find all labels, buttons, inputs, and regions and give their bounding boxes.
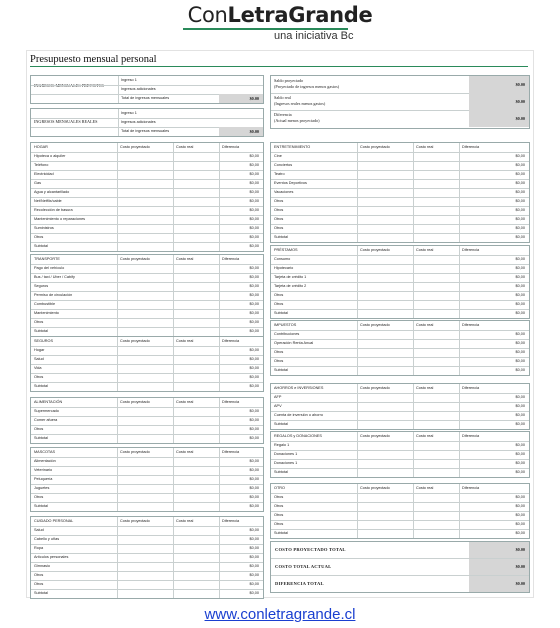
total-value: $0.00 [469,576,529,592]
section-title: HOGAR [34,145,48,149]
column-header-projected: Costo proyectado [360,323,390,327]
expense-item-difference: $0,00 [515,443,525,447]
income-projected-label: INGRESOS MENSUALES PREVISTOS [34,83,104,88]
expense-item-difference: $0,00 [249,409,259,413]
expense-item-difference: $0,00 [249,537,259,541]
column-header-projected: Costo proyectado [360,248,390,252]
expense-item-label: Teléfono [34,163,49,167]
section-title: CUIDADO PERSONAL [34,519,74,523]
brand-logo [0,3,560,42]
expense-item-difference: $0,00 [515,495,525,499]
expense-item-label: Otros [274,504,284,508]
expense-item-label: Contribuciones [274,332,300,336]
expense-item-difference: $0,00 [249,555,259,559]
expense-item-label: Otros [34,582,44,586]
expense-item-label: Tarjeta de crédito 1 [274,275,307,279]
balance-value: $0.00 [469,76,529,93]
column-header-difference: Diferencia [222,339,240,343]
expense-item-difference: $0,00 [249,436,259,440]
expense-item-label: Otros [34,375,44,379]
expense-item-label: Teatro [274,172,285,176]
expense-item-difference: $0,00 [515,181,525,185]
expense-item-difference: $0,00 [249,190,259,194]
expense-item-difference: $0,00 [249,468,259,472]
total-value: $0.00 [469,559,529,575]
expense-item-label: Subtotal [34,591,48,595]
expense-item-difference: $0,00 [515,404,525,408]
expense-item-label: Otros [34,495,44,499]
expense-item-label: Subtotal [34,244,48,248]
expense-item-difference: $0,00 [515,368,525,372]
expense-item-difference: $0,00 [515,293,525,297]
expense-item-label: Vacaciones [274,190,294,194]
expense-item-difference: $0,00 [249,357,259,361]
expense-item-label: Otros [274,513,284,517]
column-header-difference: Diferencia [222,519,240,523]
column-header-projected: Costo proyectado [120,519,150,523]
footer-link[interactable]: www.conletragrande.cl [204,606,356,623]
expense-item-difference: $0,00 [515,208,525,212]
expense-item-label: Subtotal [274,368,288,372]
expense-item-difference: $0,00 [249,418,259,422]
expense-item-label: Otros [34,427,44,431]
expense-item-difference: $0,00 [515,226,525,230]
expense-item-label: Pago del vehículo [34,266,65,270]
right-section-0 [270,142,530,243]
column-header-actual: Costo real [416,386,434,390]
expense-item-label: APV [274,404,282,408]
expense-item-label: Subtotal [274,311,288,315]
expense-item-label: Otros [274,217,284,221]
balance-label: Saldo proyectado [274,78,304,83]
expense-item-label: Otros [34,235,44,239]
expense-item-label: Otros [274,522,284,526]
expense-item-difference: $0,00 [249,244,259,248]
expense-item-difference: $0,00 [515,257,525,261]
expense-item-difference: $0,00 [249,311,259,315]
expense-item-difference: $0,00 [515,452,525,456]
expense-item-label: Hipotecario [274,266,294,270]
expense-item-difference: $0,00 [249,573,259,577]
expense-item-difference: $0,00 [515,531,525,535]
expense-item-difference: $0,00 [249,154,259,158]
expense-item-difference: $0,00 [515,172,525,176]
expense-item-label: Eventos Deportivos [274,181,307,185]
column-header-difference: Diferencia [222,257,240,261]
expense-item-difference: $0,00 [249,504,259,508]
expense-item-difference: $0,00 [515,199,525,203]
expense-item-difference: $0,00 [515,190,525,194]
expense-item-label: Conciertos [274,163,293,167]
expense-item-difference: $0,00 [515,341,525,345]
expense-item-difference: $0,00 [249,564,259,568]
expense-item-label: Otros [34,573,44,577]
left-section-3 [30,397,264,444]
expense-item-difference: $0,00 [249,582,259,586]
expense-item-difference: $0,00 [249,172,259,176]
income-projected-row: Ingreso 1 [121,78,137,82]
expense-item-difference: $0,00 [249,199,259,203]
expense-item-difference: $0,00 [249,275,259,279]
expense-item-difference: $0,00 [249,217,259,221]
left-section-1 [30,254,264,337]
column-header-projected: Costo proyectado [120,450,150,454]
section-title: SEGUROS [34,339,53,343]
income-real-row: Ingreso 1 [121,111,137,115]
expense-item-label: Donaciones 1 [274,452,298,456]
column-header-projected: Costo proyectado [360,386,390,390]
expense-item-label: Cine [274,154,282,158]
expense-item-label: Gimnasio [34,564,51,568]
total-value: $0.00 [469,542,529,558]
expense-item-label: Alimentación [34,459,56,463]
column-header-actual: Costo real [176,400,194,404]
income-projected-row: Total de ingresos mensuales [121,96,170,100]
expense-item-label: Permiso de circulación [34,293,73,297]
column-header-actual: Costo real [416,248,434,252]
section-title: IMPUESTOS [274,323,297,327]
brand-tagline: una iniciativa Bc [274,30,354,42]
expense-item-difference: $0,00 [249,235,259,239]
expense-item-difference: $0,00 [515,266,525,270]
column-header-difference: Diferencia [222,450,240,454]
left-section-0 [30,142,264,252]
expense-item-difference: $0,00 [249,320,259,324]
expense-item-difference: $0,00 [515,350,525,354]
column-header-difference: Diferencia [462,386,480,390]
expense-item-label: Subtotal [34,436,48,440]
page-title: Presupuesto mensual personal [30,54,157,65]
total-label: DIFERENCIA TOTAL [275,581,324,586]
income-real-row: Total de ingresos mensuales [121,129,170,133]
expense-item-difference: $0,00 [515,513,525,517]
expense-item-difference: $0,00 [249,266,259,270]
left-section-5 [30,516,264,599]
income-projected-total: $0.00 [219,94,263,103]
expense-item-label: Artículos personales [34,555,69,559]
expense-item-difference: $0,00 [515,359,525,363]
expense-item-difference: $0,00 [249,302,259,306]
expense-item-difference: $0,00 [515,422,525,426]
column-header-actual: Costo real [416,434,434,438]
balance-label: Saldo real [274,95,291,100]
right-section-5 [270,483,530,539]
expense-item-label: Regalo 1 [274,443,290,447]
expense-item-difference: $0,00 [515,522,525,526]
right-section-3 [270,383,530,430]
column-header-difference: Diferencia [462,434,480,438]
column-header-actual: Costo real [416,145,434,149]
income-real-row: Ingresos adicionales [121,120,156,124]
expense-item-label: Subtotal [34,504,48,508]
balance-label: Diferencia [274,112,292,117]
expense-item-label: Cabello y uñas [34,537,60,541]
column-header-projected: Costo proyectado [120,339,150,343]
column-header-actual: Costo real [176,339,194,343]
section-title: TRANSPORTE [34,257,60,261]
column-header-projected: Costo proyectado [120,145,150,149]
expense-item-label: Consumo [274,257,291,261]
expense-item-difference: $0,00 [515,470,525,474]
expense-item-difference: $0,00 [249,163,259,167]
section-title: ALIMENTACIÓN [34,400,63,404]
expense-item-label: Combustible [34,302,56,306]
expense-item-difference: $0,00 [515,163,525,167]
balance-sub: (Proyectado de ingresos menos gastos) [274,84,340,89]
expense-item-label: Subtotal [274,470,288,474]
expense-item-difference: $0,00 [515,461,525,465]
expense-item-difference: $0,00 [515,332,525,336]
expense-item-label: AFP [274,395,282,399]
expense-item-difference: $0,00 [249,495,259,499]
income-projected-row: Ingresos adicionales [121,87,156,91]
expense-item-label: Peluquería [34,477,53,481]
expense-item-label: Veterinario [34,468,53,472]
expense-item-difference: $0,00 [515,395,525,399]
expense-item-label: Cuenta de inversión o ahorro [274,413,323,417]
expense-item-difference: $0,00 [515,154,525,158]
expense-item-label: Otros [274,208,284,212]
expense-item-difference: $0,00 [515,413,525,417]
expense-item-difference: $0,00 [249,528,259,532]
expense-item-difference: $0,00 [249,226,259,230]
expense-item-label: Electricidad [34,172,54,176]
column-header-actual: Costo real [416,323,434,327]
column-header-projected: Costo proyectado [360,486,390,490]
expense-item-difference: $0,00 [249,546,259,550]
column-header-actual: Costo real [176,145,194,149]
column-header-difference: Diferencia [222,400,240,404]
expense-item-label: Salud [34,357,44,361]
expense-item-label: Ropa [34,546,44,550]
column-header-actual: Costo real [416,486,434,490]
expense-item-label: Otros [274,495,284,499]
expense-item-label: Otros [274,350,284,354]
expense-item-label: Donaciones 1 [274,461,298,465]
expense-item-difference: $0,00 [249,477,259,481]
expense-item-label: Bus / taxi / Uber / Cabify [34,275,75,279]
section-title: ENTRETENIMIENTO [274,145,311,149]
column-header-difference: Diferencia [462,248,480,252]
expense-item-difference: $0,00 [515,284,525,288]
section-title: PRÉSTAMOS [274,248,298,252]
expense-item-difference: $0,00 [249,486,259,490]
expense-item-difference: $0,00 [515,302,525,306]
expense-item-label: Recolección de basura [34,208,73,212]
expense-item-difference: $0,00 [515,217,525,221]
expense-item-difference: $0,00 [249,293,259,297]
expense-item-label: Mantenimiento [34,311,59,315]
balance-panel [270,75,530,129]
column-header-difference: Diferencia [462,323,480,327]
left-section-4 [30,447,264,512]
expense-item-difference: $0,00 [249,208,259,212]
expense-item-label: Net/Netflix/cable [34,199,62,203]
expense-item-label: Otros [274,302,284,306]
expense-item-label: Subtotal [34,384,48,388]
column-header-projected: Costo proyectado [360,145,390,149]
expense-item-label: Seguros [34,284,49,288]
column-header-actual: Costo real [176,450,194,454]
expense-item-label: Tarjeta de crédito 2 [274,284,307,288]
expense-item-difference: $0,00 [249,366,259,370]
expense-item-difference: $0,00 [249,329,259,333]
right-section-1 [270,245,530,319]
expense-item-label: Otros [274,226,284,230]
expense-item-label: Otros [274,293,284,297]
expense-item-difference: $0,00 [515,504,525,508]
expense-item-label: Comer afuera [34,418,58,422]
section-title: REGALOS y DONACIONES [274,434,322,438]
expense-item-difference: $0,00 [515,235,525,239]
expense-item-label: Gas [34,181,41,185]
expense-item-label: Hipoteca o alquiler [34,154,66,158]
column-header-projected: Costo proyectado [120,400,150,404]
balance-value: $0.00 [469,93,529,110]
expense-item-label: Subtotal [34,329,48,333]
column-header-actual: Costo real [176,519,194,523]
section-title: MASCOTAS [34,450,56,454]
section-title: AHORROS e INVERSIONES [274,386,324,390]
brand-light: Con [187,3,228,27]
expense-item-difference: $0,00 [249,181,259,185]
column-header-projected: Costo proyectado [120,257,150,261]
right-section-2 [270,320,530,376]
expense-item-label: Juguetes [34,486,50,490]
expense-item-label: Operación Renta Anual [274,341,314,345]
section-title: OTRO [274,486,285,490]
balance-sub: (Ingresos reales menos gastos) [274,101,326,106]
total-label: COSTO TOTAL ACTUAL [275,564,332,569]
expense-item-label: Otros [34,320,44,324]
balance-value: $0.00 [469,110,529,127]
totals-panel [270,541,530,593]
expense-item-difference: $0,00 [249,459,259,463]
brand-bold: LetraGrande [227,3,373,27]
expense-item-difference: $0,00 [249,375,259,379]
column-header-projected: Costo proyectado [360,434,390,438]
balance-sub: (Actual menos proyectado) [274,118,320,123]
expense-item-label: Hogar [34,348,45,352]
expense-item-difference: $0,00 [249,427,259,431]
expense-item-difference: $0,00 [515,311,525,315]
title-rule [30,66,528,67]
right-section-4 [270,431,530,478]
expense-item-label: Subtotal [274,531,288,535]
expense-item-difference: $0,00 [249,591,259,595]
column-header-actual: Costo real [176,257,194,261]
total-label: COSTO PROYECTADO TOTAL [275,547,346,552]
expense-item-label: Vida [34,366,42,370]
expense-item-difference: $0,00 [249,384,259,388]
expense-item-label: Suministros [34,226,54,230]
left-section-2 [30,336,264,392]
expense-item-difference: $0,00 [249,348,259,352]
expense-item-label: Salud [34,528,44,532]
column-header-difference: Diferencia [462,486,480,490]
income-real-label: INGRESOS MENSUALES REALES [34,119,98,124]
expense-item-label: Agua y alcantarillado [34,190,70,194]
income-real-total: $0.00 [219,127,263,136]
expense-item-label: Otros [274,199,284,203]
expense-item-difference: $0,00 [515,275,525,279]
income-real-panel [30,108,264,137]
expense-item-label: Mantenimiento o reparaciones [34,217,86,221]
expense-item-label: Subtotal [274,422,288,426]
column-header-difference: Diferencia [462,145,480,149]
expense-item-difference: $0,00 [249,284,259,288]
income-projected-panel [30,75,264,104]
expense-item-label: Subtotal [274,235,288,239]
expense-item-label: Otros [274,359,284,363]
expense-item-label: Supermercado [34,409,59,413]
column-header-difference: Diferencia [222,145,240,149]
